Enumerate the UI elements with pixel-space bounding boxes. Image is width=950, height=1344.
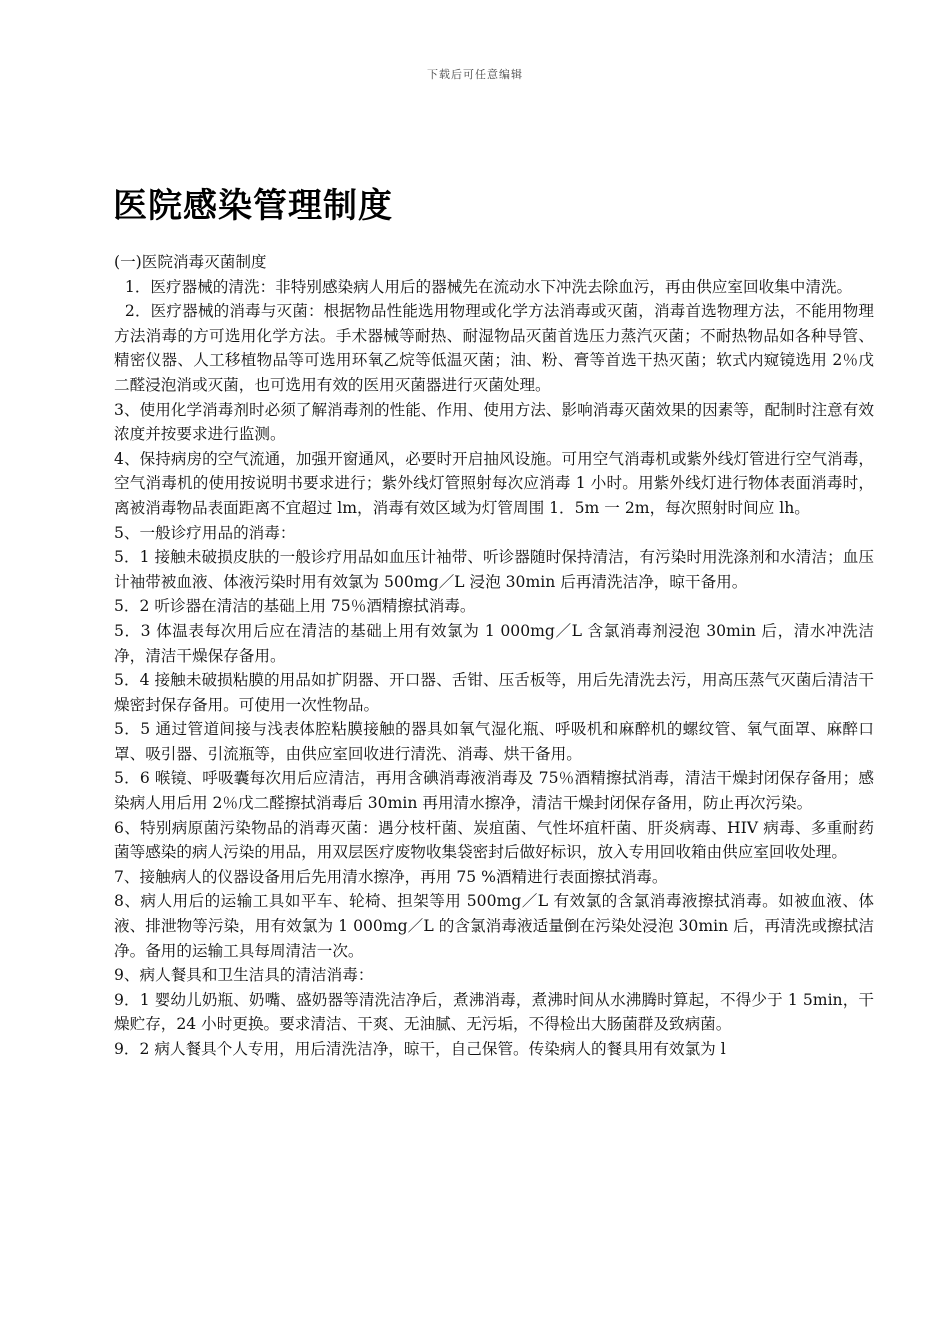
section-heading: (一)医院消毒灭菌制度 xyxy=(114,253,267,271)
paragraph-9-2: 9．2 病人餐具个人专用，用后清洗洁净，晾干，自己保管。传染病人的餐具用有效氯为 l xyxy=(114,1040,726,1058)
paragraph-9-heading: 9、病人餐具和卫生洁具的清洁消毒： xyxy=(114,966,374,985)
paragraph-5-6: 5．6 喉镜、呼吸囊每次用后应清洁，再用含碘消毒液消毒及 75％酒精擦拭消毒，清洁干燥封闭保存备用；感染病人用后用 2％戊二醛擦拭消毒后 30min 再用清水擦净，清洁干燥封闭保存备用，防止再次污染。 xyxy=(114,769,874,813)
document-title: 医院感染管理制度 xyxy=(113,186,393,226)
paragraph-3-chemical-disinfectant: 3、使用化学消毒剂时必须了解消毒剂的性能、作用、使用方法、影响消毒灭菌效果的因素等，配制时注意有效浓度并按要求进行监测。 xyxy=(114,400,874,444)
paragraph-8-transport: 8、病人用后的运输工具如平车、轮椅、担架等用 500mg／L 有效氯的含氯消毒液擦拭消毒。如被血液、体液、排泄物等污染，用有效氯为 1 000mg／L 的含氯消毒液适量倒在污染处浸泡 30min 后，再清洗或擦拭洁净。备用的运输工具每周清洁一次。 xyxy=(114,892,874,960)
document-body xyxy=(114,250,874,1062)
paragraph-5-4: 5．4 接触未破损粘膜的用品如扩阴器、开口器、舌钳、压舌板等，用后先清洗去污，用高压蒸气灭菌后清洁干燥密封保存备用。可使用一次性物品。 xyxy=(114,671,874,714)
paragraph-5-3: 5．3 体温表每次用后应在清洁的基础上用有效氯为 1 000mg／L 含氯消毒剂浸泡 30min 后，清水冲洗洁净，清洁干燥保存备用。 xyxy=(114,621,874,665)
paragraph-5-2: 5．2 听诊器在清洁的基础上用 75％酒精擦拭消毒。 xyxy=(114,597,476,616)
paragraph-5-heading: 5、一般诊疗用品的消毒： xyxy=(114,523,296,542)
paragraph-4-ward-ventilation: 4、保持病房的空气流通，加强开窗通风，必要时开启抽风设施。可用空气消毒机或紫外线灯管进行空气消毒，空气消毒机的使用按说明书要求进行；紫外线灯管照射每次应消毒 1 小时。用紫外线灯进行物体表面消毒时，离被消毒物品表面距离不宜超过 lm，消毒有效区域为灯管周围 1．5m 一 2m，每次照射时间应 lh。 xyxy=(114,449,874,517)
page-header-note: 下载后可任意编辑 xyxy=(427,68,523,81)
paragraph-2-disinfection-sterilization: 2．医疗器械的消毒与灭菌：根据物品性能选用物理或化学方法消毒或灭菌，消毒首选物理方法，不能用物理方法消毒的方可选用化学方法。手术器械等耐热、耐湿物品灭菌首选压力蒸汽灭菌；不耐热物品如各种导管、精密仪器、人工移植物品等可选用环氧乙烷等低温灭菌；油、粉、膏等首选干热灭菌；软式内窥镜选用 2％戊二醛浸泡消或灭菌，也可选用有效的医用灭菌器进行灭菌处理。 xyxy=(114,302,874,394)
paragraph-6-special-pathogens: 6、特别病原菌污染物品的消毒灭菌：遇分枝杆菌、炭疽菌、气性坏疽杆菌、肝炎病毒、HIV 病毒、多重耐药菌等感染的病人污染的用品，用双层医疗废物收集袋密封后做好标识，放入专用回收箱由供应室回收处理。 xyxy=(114,818,874,862)
paragraph-1-instrument-cleaning: 1．医疗器械的清洗：非特别感染病人用后的器械先在流动水下冲洗去除血污，再由供应室回收集中清洗。 xyxy=(124,277,853,296)
paragraph-7-equipment: 7、接触病人的仪器设备用后先用清水擦净，再用 75 %酒精进行表面擦拭消毒。 xyxy=(114,867,668,886)
paragraph-5-1: 5．1 接触未破损皮肤的一般诊疗用品如血压计袖带、听诊器随时保持清洁，有污染时用洗涤剂和水清洁；血压计袖带被血液、体液污染时用有效氯为 500mg／L 浸泡 30min 后再清洗洁净，晾干备用。 xyxy=(114,548,874,591)
paragraph-9-1: 9．1 婴幼儿奶瓶、奶嘴、盛奶器等清洗洁净后，煮沸消毒，煮沸时间从水沸腾时算起，不得少于 1 5min，干燥贮存，24 小时更换。要求清洁、干爽、无油腻、无污垢，不得检出大肠菌群及致病菌。 xyxy=(114,990,874,1034)
paragraph-5-5: 5．5 通过管道间接与浅表体腔粘膜接触的器具如氧气湿化瓶、呼吸机和麻醉机的螺纹管、氧气面罩、麻醉口罩、吸引器、引流瓶等，由供应室回收进行清洗、消毒、烘干备用。 xyxy=(114,720,874,763)
